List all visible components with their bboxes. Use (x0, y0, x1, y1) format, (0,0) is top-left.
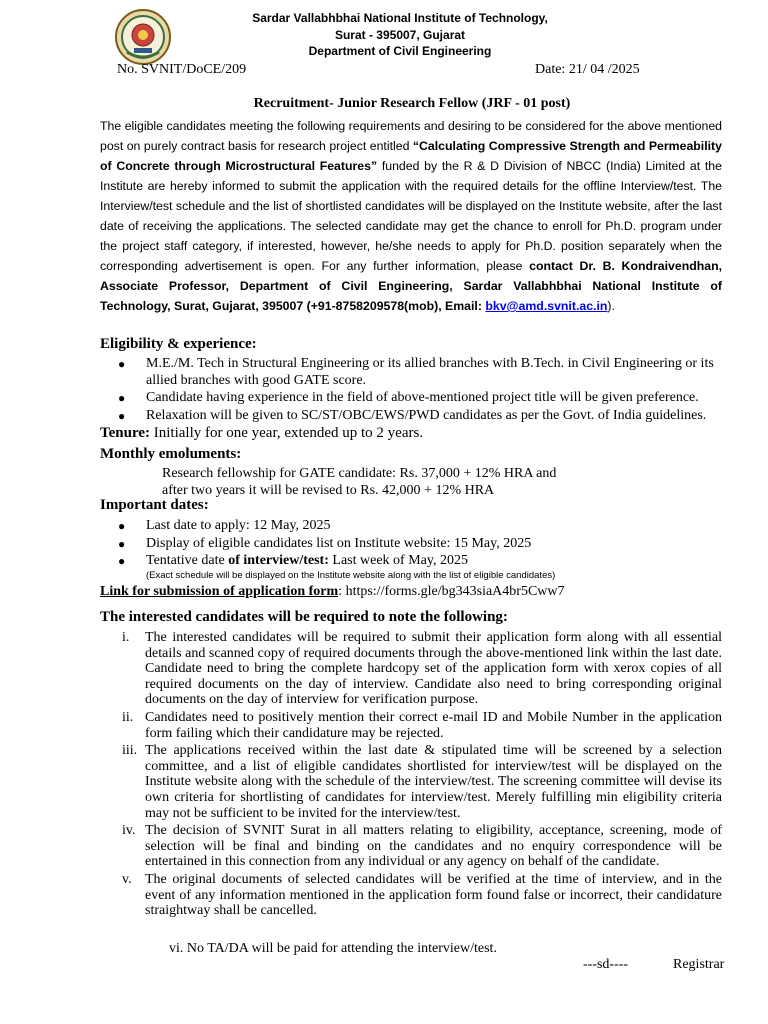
institute-address: Surat - 395007, Gujarat (334, 27, 466, 42)
bullet-icon: ● (118, 391, 126, 405)
bullet-icon: ● (118, 408, 126, 423)
list-item: v. The original documents of selected candidates will be verified at the time of interview, and in the event of any information mentioned in the application form found false or incorrect, their candidature straightway shall be cancelled. (122, 871, 722, 919)
application-form-link[interactable]: https://forms.gle/bg343siaA4br5Cww7 (345, 584, 565, 599)
bullet-icon: ● (118, 554, 126, 568)
tenure-line (100, 425, 423, 442)
signature-sd: ---sd---- (583, 957, 629, 972)
contact-details: contact Dr. B. Kondraivendhan, Associate Professor, Department of Civil Engineering, Sardar Vallabhbhai National Institute of Technology, Surat, Gujarat, 395007 (+91-8758209578(mob), Email: (100, 259, 722, 313)
emoluments-heading: Monthly emoluments: (100, 446, 242, 462)
list-item: ● Last date to apply: 12 May, 2025 (118, 518, 331, 533)
bullet-icon: ● (118, 519, 126, 533)
important-dates-heading: Important dates: (100, 497, 209, 513)
notes-list (100, 630, 722, 921)
tenure-text: Initially for one year, extended up to 2 years. (150, 425, 424, 441)
department-name: Department of Civil Engineering (308, 44, 492, 58)
notes-heading: The interested candidates will be required to note the following: (100, 609, 508, 625)
list-item: i. The interested candidates will be required to submit their application form along with all essential details and scanned copy of required documents through the above-mentioned link within the last date. Candidate need to bring the complete hardcopy set of the application form with xerox copies of all required documents on the day of interview. Candidate also need to bring corresponding original documents on the day of interview for verification purpose. (122, 630, 722, 708)
bullet-icon: ● (118, 357, 126, 371)
eligibility-list (118, 356, 722, 425)
list-item: iii. The applications received within the last date & stipulated time will be screened by a selection committee, and a list of eligible candidates shortlisted for interview/test will be displayed on the Institute website along with the schedule of the interview/test. The screening committee will devise its own criteria for shortlisting of candidates for interview/test. Merely fulfilling min eligibility criteria may not be sufficient to be invited for the interview/test. (122, 743, 722, 821)
dates-list (118, 518, 722, 571)
list-item: vi. No TA/DA will be paid for attending the interview/test. (169, 941, 497, 956)
reference-number: No. SVNIT/DoCE/209 (117, 62, 247, 77)
application-link-line: Link for submission of application form: https://forms.gle/bg343siaA4br5Cww7 (100, 584, 565, 599)
bullet-icon: ● (118, 536, 126, 551)
project-title: “Calculating Compressive Strength and Permeability of Concrete through Microstructural Features” (100, 139, 722, 173)
issue-date: Date: 21/ 04 /2025 (535, 62, 640, 77)
signatory-registrar: Registrar (673, 957, 725, 972)
intro-text-1: The eligible candidates meeting the following requirements and desiring to be considered for the above mentioned post on purely contract basis for research project entitled (100, 119, 722, 153)
schedule-note: (Exact schedule will be displayed on the Institute website along with the list of eligible candidates) (146, 570, 556, 581)
institute-logo (114, 8, 172, 66)
letterhead (200, 10, 600, 60)
list-item: ● M.E./M. Tech in Structural Engineering or its allied branches with B.Tech. in Civil Engineering or its allied branches with good GATE score. (118, 356, 714, 388)
intro-paragraph (100, 116, 722, 316)
emoluments-text (162, 465, 556, 499)
emoluments-line-2: after two years it will be revised to Rs. 42,000 + 12% HRA (162, 483, 495, 498)
intro-text-2: funded by the R & D Division of NBCC (India) Limited at the Institute are hereby informed to submit the application with the required details for the offline Interview/test. The Interview/test schedule and the list of shortlisted candidates will be displayed on the Institute website, after the last date of receiving the applications. The selected candidate may get the chance to enroll for Ph.D. program under the project staff category, if interested, however, he/she needs to apply for Ph.D. position separately when the corresponding advertisement is open. For any further information, please (100, 159, 722, 273)
intro-end: ). (607, 299, 615, 313)
list-item: ● Tentative date of interview/test: Last week of May, 2025 (118, 553, 468, 568)
institute-name: Sardar Vallabhbhai National Institute of Technology, (252, 11, 548, 25)
emoluments-line-1: Research fellowship for GATE candidate: Rs. 37,000 + 12% HRA and (162, 466, 557, 481)
list-item: ● Relaxation will be given to SC/ST/OBC/EWS/PWD candidates as per the Govt. of India guidelines. (118, 407, 707, 423)
list-item: ● Candidate having experience in the field of above-mentioned project title will be given preference. (118, 390, 699, 405)
page-title: Recruitment- Junior Research Fellow (JRF - 01 post) (253, 96, 571, 111)
list-item: iv. The decision of SVNIT Surat in all matters relating to eligibility, acceptance, screening, mode of selection will be final and binding on the candidates and no enquiry correspondence will be entertained in this connection from any individual or any agency on behalf of the candidate. (122, 823, 722, 870)
tenure-label: Tenure: (100, 425, 151, 441)
eligibility-heading: Eligibility & experience: (100, 336, 257, 352)
list-item: ii. Candidates need to positively mention their correct e-mail ID and Mobile Number in the application form failing which their candidature may be rejected. (122, 709, 722, 741)
list-item: ● Display of eligible candidates list on Institute website: 15 May, 2025 (118, 535, 532, 551)
contact-email-link[interactable]: bkv@amd.svnit.ac.in (485, 299, 608, 313)
application-link-label: Link for submission of application form (100, 584, 339, 599)
